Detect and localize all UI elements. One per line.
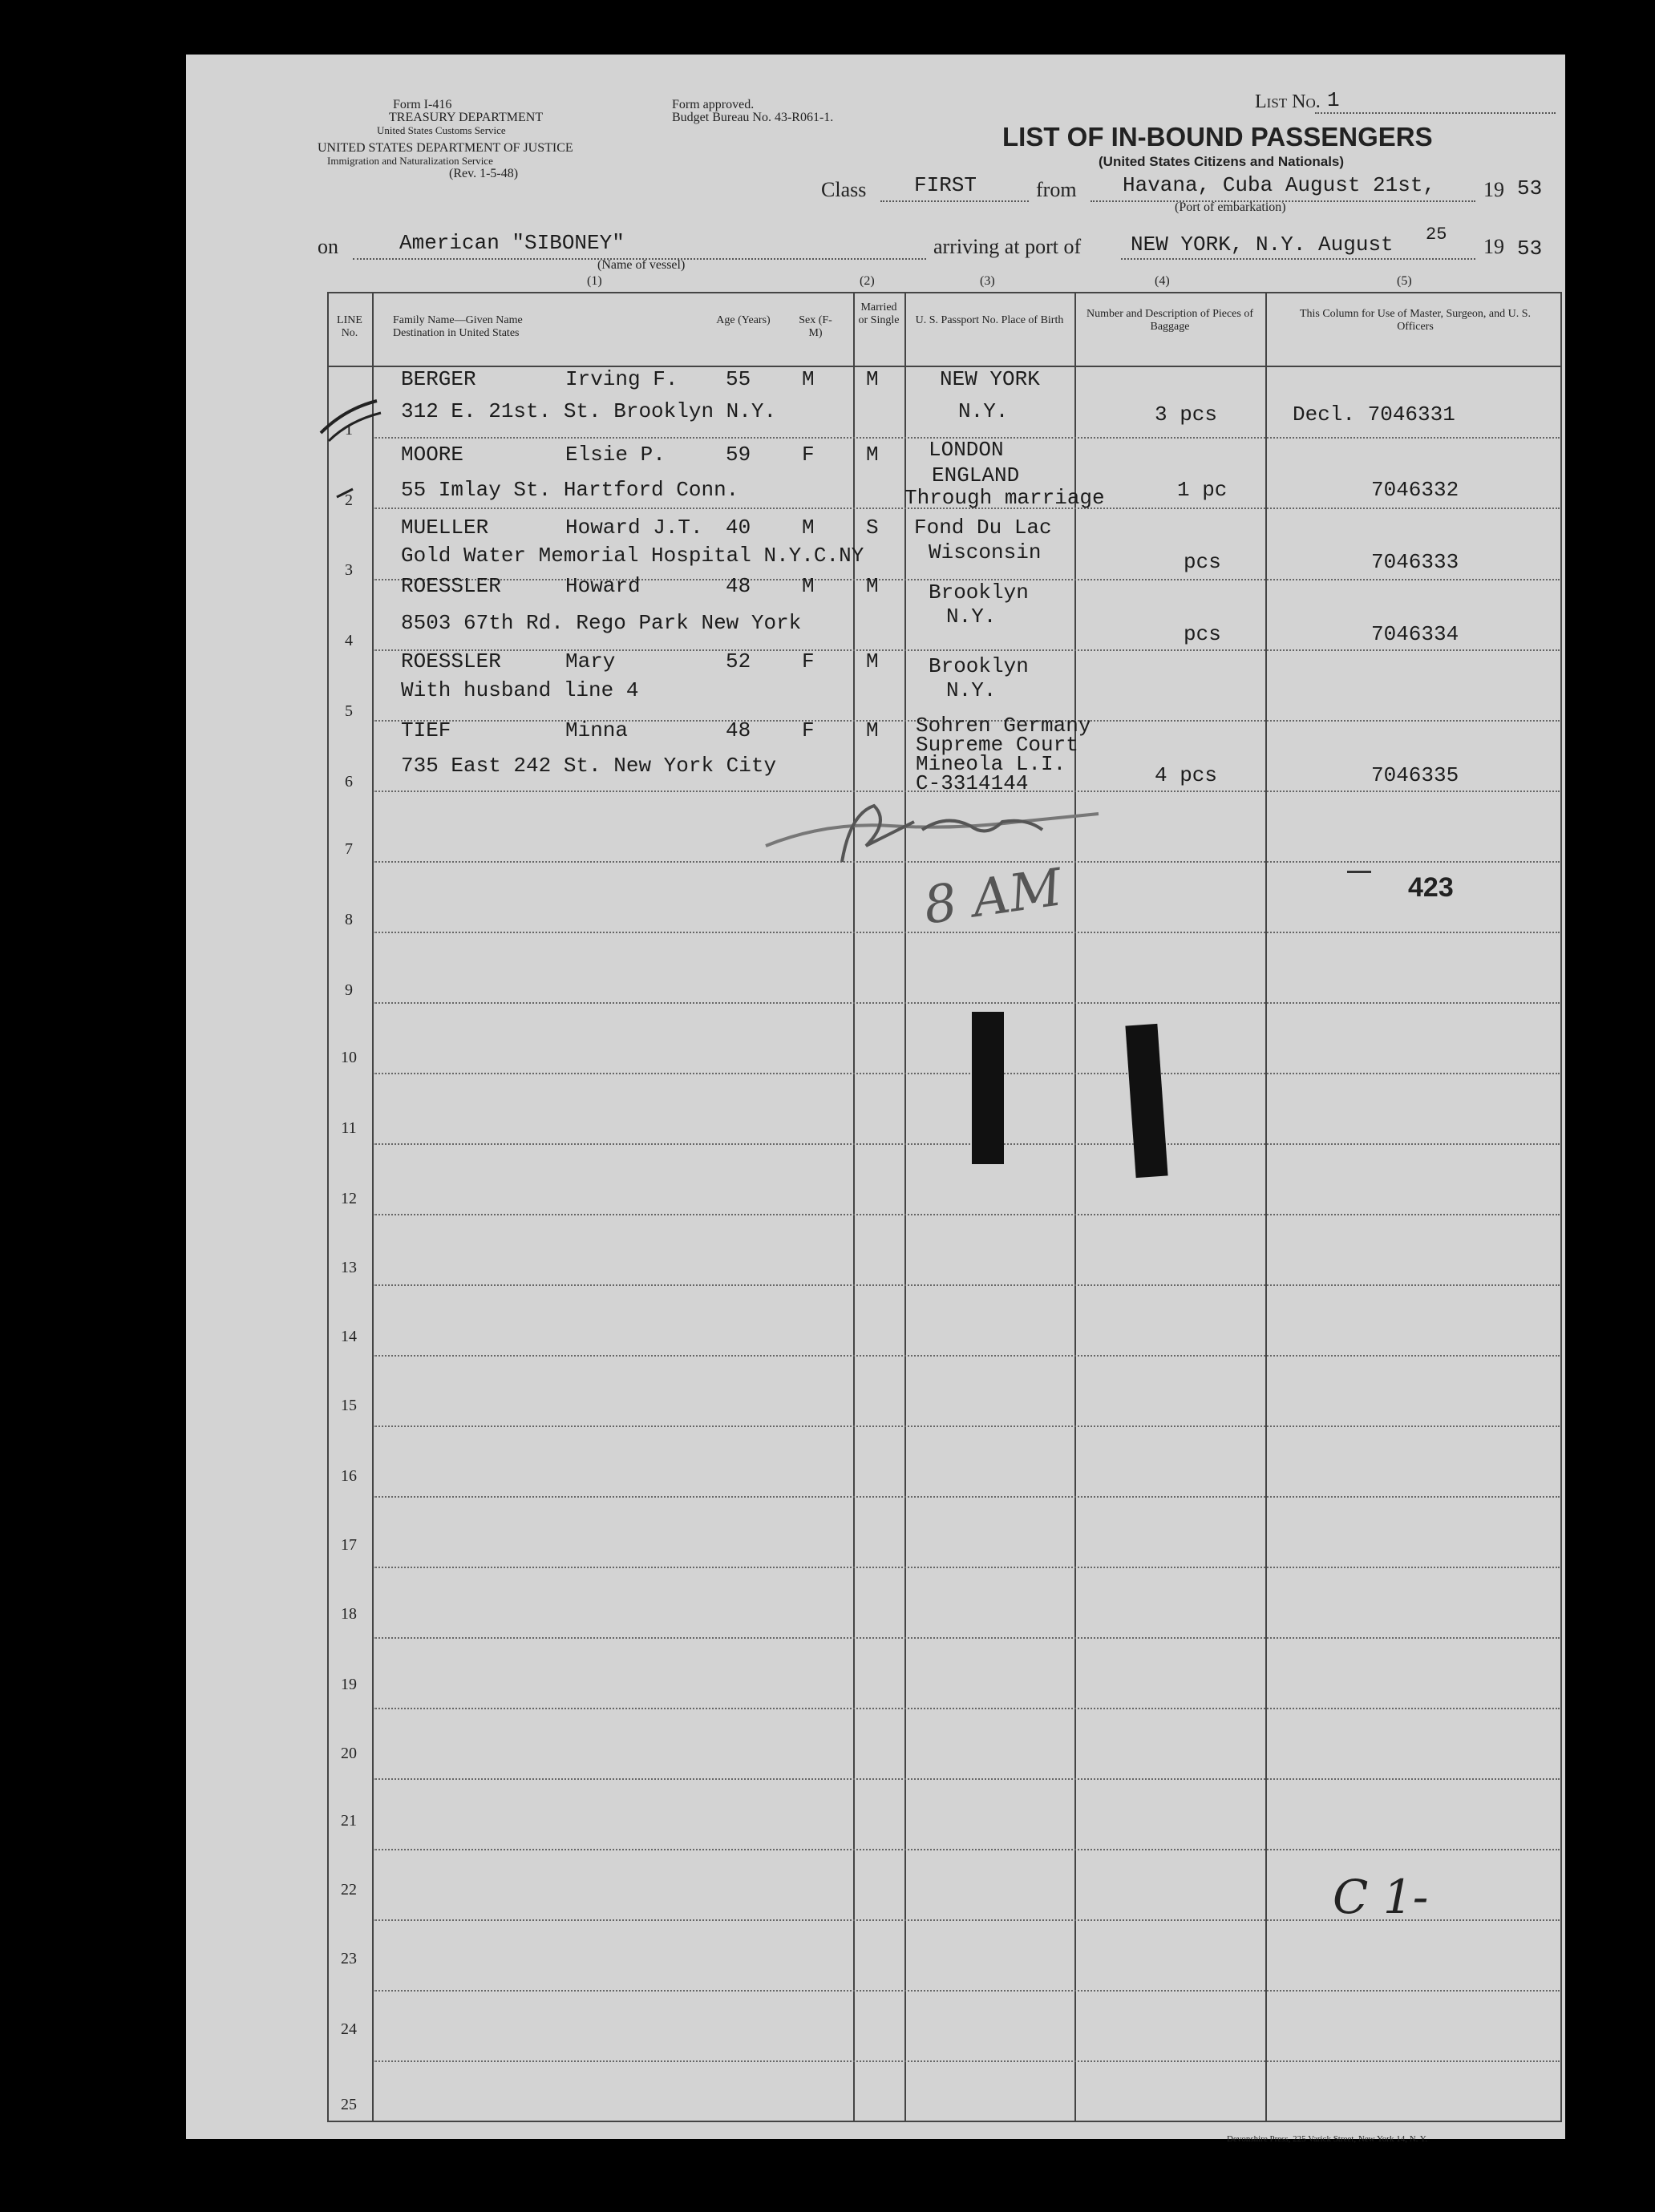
vessel-value: American "SIBONEY" — [399, 231, 625, 255]
form-subtitle: (United States Citizens and Nationals) — [1099, 154, 1345, 169]
line-number: 14 — [341, 1328, 357, 1345]
passenger-family-name: BERGER — [401, 367, 476, 391]
passenger-age: 59 — [726, 443, 751, 467]
line-number: 4 — [345, 632, 353, 649]
passenger-birthplace: C-3314144 — [916, 771, 1029, 795]
passenger-sex: F — [802, 443, 815, 467]
row-dotted-line — [373, 2060, 1560, 2062]
passenger-family-name: MUELLER — [401, 516, 489, 540]
row-dotted-line — [373, 1284, 1560, 1286]
row-dotted-line — [373, 1496, 1560, 1498]
row-dotted-line — [373, 1214, 1560, 1215]
printer-credit: Devonshire Press, 225 Varick Street, New York 14, N. Y. — [1227, 2134, 1428, 2144]
form-approved: Form approved. — [672, 98, 755, 111]
passenger-sex: M — [802, 367, 815, 391]
from-value: Havana, Cuba August 21st, — [1123, 173, 1436, 197]
arriving-value: NEW YORK, N.Y. August — [1131, 233, 1394, 257]
passenger-birthplace: NEW YORK — [940, 367, 1040, 391]
row-dotted-line — [373, 1637, 1560, 1639]
line-number: 17 — [341, 1536, 357, 1554]
line-number: 3 — [345, 561, 353, 579]
passenger-address: With husband line 4 — [401, 678, 639, 702]
col-divider-line — [372, 292, 374, 2122]
row-dotted-line — [373, 1002, 1560, 1004]
passenger-marital: M — [866, 574, 879, 598]
passenger-birthplace: Sohren Germany — [916, 714, 1091, 738]
passenger-birthplace: ENGLAND — [932, 463, 1020, 487]
passenger-birthplace: LONDON — [929, 438, 1004, 462]
passenger-address: 735 East 242 St. New York City — [401, 754, 777, 778]
passenger-family-name: TIEF — [401, 718, 451, 742]
line-number: 18 — [341, 1605, 357, 1623]
passenger-address: 8503 67th Rd. Rego Park New York — [401, 611, 802, 635]
passenger-birthplace: N.Y. — [946, 605, 997, 629]
line-number: 13 — [341, 1259, 357, 1276]
line-number: 23 — [341, 1950, 357, 1967]
passenger-marital: M — [866, 443, 879, 467]
header-passport: U. S. Passport No. Place of Birth — [915, 314, 1064, 326]
col-number: (1) — [587, 274, 602, 288]
passenger-birthplace: Wisconsin — [929, 540, 1042, 564]
arriving-label: arriving at port of — [933, 235, 1082, 258]
col-number: (4) — [1155, 274, 1170, 288]
line-number: 10 — [341, 1049, 357, 1066]
class-value: FIRST — [914, 173, 977, 197]
passenger-age: 48 — [726, 718, 751, 742]
on-label: on — [318, 235, 338, 258]
passenger-family-name: ROESSLER — [401, 649, 501, 673]
budget-bureau: Budget Bureau No. 43-R061-1. — [672, 111, 834, 124]
passenger-officer-note: 7046333 — [1371, 550, 1459, 574]
row-dotted-line — [373, 1355, 1560, 1357]
passenger-marital: M — [866, 367, 879, 391]
passenger-sex: F — [802, 649, 815, 673]
check-mark-icon — [313, 377, 385, 505]
year-prefix-1: 19 — [1483, 178, 1504, 201]
passenger-officer-note: 7046332 — [1371, 478, 1459, 502]
line-number: 2 — [345, 491, 353, 509]
stamp-number: 423 — [1408, 872, 1454, 903]
passenger-officer-note: Decl. 7046331 — [1293, 402, 1455, 427]
handwritten-mark: C 1- — [1333, 1870, 1429, 1924]
col-number: (3) — [980, 274, 995, 288]
form-number: Form I-416 — [393, 98, 452, 111]
vertical-stamp — [972, 1012, 1004, 1164]
row-dotted-line — [373, 1990, 1560, 1992]
row-dotted-line — [373, 649, 1560, 651]
passenger-given-name: Elsie P. — [565, 443, 666, 467]
header-married: Married or Single — [858, 301, 900, 326]
handwritten-time: 8 AM — [920, 858, 1066, 936]
passenger-baggage: 1 pc — [1177, 478, 1228, 502]
passenger-given-name: Irving F. — [565, 367, 678, 391]
line-number: 16 — [341, 1467, 357, 1485]
list-no-label: List No. — [1255, 91, 1321, 112]
line-number: 22 — [341, 1881, 357, 1899]
treasury-department: TREASURY DEPARTMENT — [389, 111, 544, 124]
line-number: 7 — [345, 840, 353, 858]
header-sex: Sex (F-M) — [799, 314, 832, 339]
passenger-sex: M — [802, 516, 815, 540]
line-number: 19 — [341, 1676, 357, 1693]
line-number: 24 — [341, 2020, 357, 2038]
line-number: 12 — [341, 1190, 357, 1207]
arriving-line — [1121, 258, 1475, 260]
row-dotted-line — [373, 1778, 1560, 1780]
line-number: 21 — [341, 1812, 357, 1830]
passenger-birthplace: Mineola L.I. — [916, 752, 1066, 776]
header-destination: Destination in United States — [393, 327, 520, 339]
passenger-given-name: Howard — [565, 574, 641, 598]
class-line — [880, 200, 1029, 202]
header-line-no: LINE No. — [337, 314, 362, 339]
passenger-marital: S — [866, 516, 879, 540]
passenger-birthplace: N.Y. — [946, 678, 997, 702]
line-number: 20 — [341, 1745, 357, 1762]
line-number: 15 — [341, 1397, 357, 1414]
passenger-birthplace: N.Y. — [958, 399, 1009, 423]
revision: (Rev. 1-5-48) — [449, 167, 519, 180]
row-dotted-line — [373, 1425, 1560, 1427]
passenger-birthplace: Fond Du Lac — [914, 516, 1052, 540]
passenger-given-name: Minna — [565, 718, 629, 742]
passenger-baggage: 4 pcs — [1155, 763, 1218, 787]
passenger-marital: M — [866, 649, 879, 673]
passenger-sex: M — [802, 574, 815, 598]
ins-label: Immigration and Naturalization Service — [327, 155, 493, 167]
passenger-sex: F — [802, 718, 815, 742]
passenger-baggage: pcs — [1184, 550, 1221, 574]
form-title: LIST OF IN-BOUND PASSENGERS — [1002, 122, 1433, 152]
passenger-family-name: MOORE — [401, 443, 464, 467]
row-dotted-line — [373, 1708, 1560, 1709]
row-dotted-line — [373, 1849, 1560, 1850]
col-divider-officers — [1265, 292, 1267, 2122]
class-label: Class — [821, 178, 867, 201]
list-no-value: 1 — [1327, 88, 1340, 112]
col-number: (5) — [1397, 274, 1412, 288]
year-value-1: 53 — [1517, 176, 1543, 200]
passenger-age: 52 — [726, 649, 751, 673]
customs-service: United States Customs Service — [377, 124, 506, 136]
justice-department: UNITED STATES DEPARTMENT OF JUSTICE — [318, 141, 573, 155]
line-number: 11 — [341, 1119, 357, 1137]
passenger-birthplace: Brooklyn — [929, 654, 1029, 678]
list-no-line — [1315, 112, 1556, 114]
line-number: 25 — [341, 2096, 357, 2113]
line-number: 1 — [345, 421, 353, 439]
row-dotted-line — [373, 1143, 1560, 1145]
passenger-birthplace: Supreme Court — [916, 733, 1078, 757]
passenger-given-name: Howard J.T. — [565, 516, 703, 540]
header-baggage: Number and Description of Pieces of Baggage — [1086, 308, 1253, 333]
arriving-day: 25 — [1426, 224, 1447, 245]
passenger-given-name: Mary — [565, 649, 616, 673]
passenger-baggage: 3 pcs — [1155, 402, 1218, 427]
line-number: 9 — [345, 981, 353, 999]
passenger-address: Gold Water Memorial Hospital N.Y.C.NY — [401, 544, 864, 568]
from-label: from — [1036, 178, 1077, 201]
vessel-name-label: (Name of vessel) — [597, 258, 686, 272]
passenger-marital: M — [866, 718, 879, 742]
row-dotted-line — [373, 932, 1560, 933]
passenger-birthplace: Brooklyn — [929, 580, 1029, 605]
passenger-birthplace: Through marriage — [904, 486, 1105, 510]
header-officers: This Column for Use of Master, Surgeon, and U. S. Officers — [1299, 308, 1532, 333]
col-number: (2) — [860, 274, 875, 288]
table-bottom-border — [327, 2121, 1562, 2122]
year-value-2: 53 — [1517, 237, 1543, 261]
line-number: 6 — [345, 773, 353, 791]
header-age: Age (Years) — [716, 314, 771, 326]
passenger-address: 312 E. 21st. St. Brooklyn N.Y. — [401, 399, 777, 423]
passenger-officer-note: 7046334 — [1371, 622, 1459, 646]
passenger-age: 48 — [726, 574, 751, 598]
signature-scribble — [762, 790, 1147, 878]
col-divider-baggage — [1074, 292, 1076, 2122]
passenger-officer-note: 7046335 — [1371, 763, 1459, 787]
passenger-address: 55 Imlay St. Hartford Conn. — [401, 478, 739, 502]
port-embarkation-label: (Port of embarkation) — [1175, 200, 1286, 214]
passenger-age: 40 — [726, 516, 751, 540]
dash-mark — [1347, 871, 1371, 873]
table-border-right — [1560, 292, 1562, 2122]
passenger-family-name: ROESSLER — [401, 574, 501, 598]
line-number: 5 — [345, 702, 353, 720]
year-prefix-2: 19 — [1483, 235, 1504, 258]
line-number: 8 — [345, 911, 353, 928]
table-top-border — [327, 292, 1562, 293]
col-divider-passport — [904, 292, 906, 2122]
row-dotted-line — [373, 1073, 1560, 1074]
header-name: Family Name—Given Name — [393, 314, 523, 326]
passenger-baggage: pcs — [1184, 622, 1221, 646]
row-dotted-line — [373, 1567, 1560, 1568]
passenger-age: 55 — [726, 367, 751, 391]
